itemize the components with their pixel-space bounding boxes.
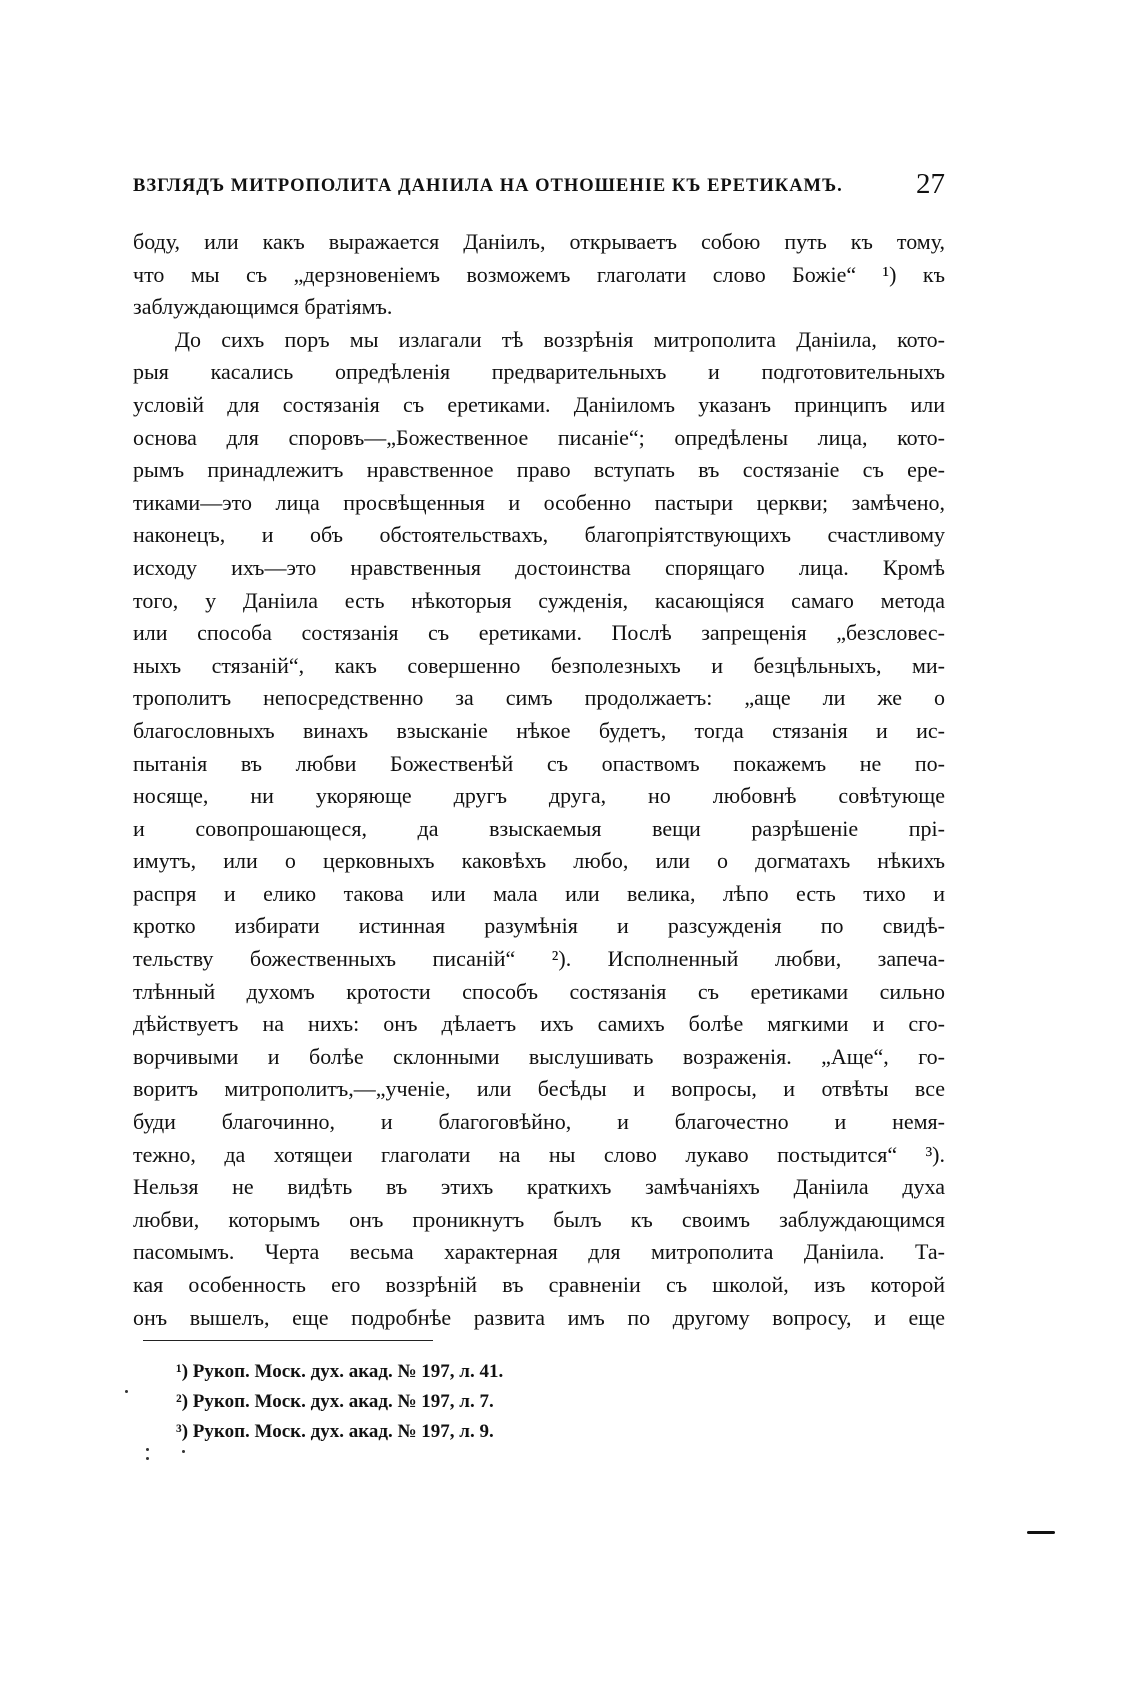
text-line: пытанія въ любви Божественѣй съ опаствомъ покажемъ не по- xyxy=(133,750,945,776)
text-line: благословныхъ винахъ взысканіе нѣкое будетъ, тогда стязанія и ис- xyxy=(133,717,945,743)
footnotes xyxy=(176,1357,676,1447)
page-number: 27 xyxy=(916,168,945,200)
text-line: заблуждающимся братіямъ. xyxy=(133,294,393,320)
text-line: тельству божественныхъ писаній“ ²). Исполненный любви, запеча- xyxy=(133,946,945,972)
text-line: До сихъ поръ мы излагали тѣ воззрѣнія митрополита Даніила, кото- xyxy=(175,326,945,352)
text-line: Нельзя не видѣть въ этихъ краткихъ замѣчаніяхъ Даніила духа xyxy=(133,1174,945,1200)
text-line: наконецъ, и объ обстоятельствахъ, благопріятствующихъ счастливому xyxy=(133,522,945,548)
text-line: тлѣнный духомъ кротости способъ состязанія съ еретиками сильно xyxy=(133,978,945,1004)
footnote: ³) Рукоп. Моск. дух. акад. № 197, л. 9. xyxy=(176,1421,494,1442)
text-line: исходу ихъ—это нравственныя достоинства спорящаго лица. Кромѣ xyxy=(133,554,945,580)
text-line: ворчивыми и болѣе склонными выслушивать возраженія. „Аще“, го- xyxy=(133,1043,945,1069)
text-line: условій для состязанія съ еретиками. Даніиломъ указанъ принципъ или xyxy=(133,391,945,417)
text-line: того, у Даніила есть нѣкоторыя сужденія, касающіяся самаго метода xyxy=(133,587,945,613)
text-line: онъ вышелъ, еще подробнѣе развита имъ по другому вопросу, и еще xyxy=(133,1304,945,1330)
text-line: или способа состязанія съ еретиками. Послѣ запрещенія „безсловес- xyxy=(133,620,945,646)
text-line: и совопрошающеся, да взыскаемыя вещи разрѣшеніе прі- xyxy=(133,815,945,841)
text-line: воритъ митрополитъ,—„ученіе, или бесѣды и вопросы, и отвѣты все xyxy=(133,1076,945,1102)
text-line: имутъ, или о церковныхъ каковѣхъ любо, или о догматахъ нѣкихъ xyxy=(133,848,945,874)
text-line: дѣйствуетъ на нихъ: онъ дѣлаетъ ихъ самихъ болѣе мягкими и сго- xyxy=(133,1011,945,1037)
print-mark xyxy=(1027,1531,1055,1534)
text-line: распря и елико такова или мала или велика, лѣпо есть тихо и xyxy=(133,880,945,906)
text-line: рыя касались опредѣленія предварительныхъ и подготовительныхъ xyxy=(133,359,945,385)
text-line: боду, или какъ выражается Даніилъ, открываетъ собою путь къ тому, xyxy=(133,229,945,254)
text-line: буди благочинно, и благоговѣйно, и благочестно и немя- xyxy=(133,1109,945,1135)
footnote-rule xyxy=(143,1340,433,1341)
text-line: основа для споровъ—„Божественное писаніе“; опредѣлены лица, кото- xyxy=(133,424,945,450)
print-speck xyxy=(146,1457,149,1460)
text-line: любви, которымъ онъ проникнутъ былъ къ своимъ заблуждающимся xyxy=(133,1206,945,1232)
print-speck xyxy=(182,1450,185,1453)
text-line: кротко избирати истинная разумѣнія и разсужденія по свидѣ- xyxy=(133,913,945,939)
text-line: что мы съ „дерзновеніемъ возможемъ глаголати слово Божіе“ ¹) къ xyxy=(133,261,945,287)
print-speck xyxy=(125,1390,128,1393)
page-header xyxy=(133,168,945,208)
text-line: носяще, ни укоряюще другъ друга, но любовнѣ совѣтующе xyxy=(133,783,945,809)
text-line: трополитъ непосредственно за симъ продолжаетъ: „аще ли же о xyxy=(133,685,945,711)
text-line: тежно, да хотящеи глаголати на ны слово лукаво постыдится“ ³). xyxy=(133,1141,945,1167)
footnote: ²) Рукоп. Моск. дух. акад. № 197, л. 7. xyxy=(176,1391,494,1412)
print-speck xyxy=(146,1448,149,1451)
running-head: ВЗГЛЯДЪ МИТРОПОЛИТА ДАНІИЛА НА ОТНОШЕНІЕ КЪ ЕРЕТИКАМЪ. xyxy=(133,176,843,196)
text-line: кая особенность его воззрѣній въ сравненіи съ школой, изъ которой xyxy=(133,1272,945,1297)
text-line: рымъ принадлежитъ нравственное право вступать въ состязаніе съ ере- xyxy=(133,457,945,483)
text-line: пасомымъ. Черта весьма характерная для митрополита Даніила. Та- xyxy=(133,1239,945,1265)
footnote: ¹) Рукоп. Моск. дух. акад. № 197, л. 41. xyxy=(176,1361,504,1382)
body-text xyxy=(133,226,945,1334)
text-line: ныхъ стязаній“, какъ совершенно безполезныхъ и безцѣльныхъ, ми- xyxy=(133,652,945,678)
text-line: тиками—это лица просвѣщенныя и особенно пастыри церкви; замѣчено, xyxy=(133,489,945,515)
